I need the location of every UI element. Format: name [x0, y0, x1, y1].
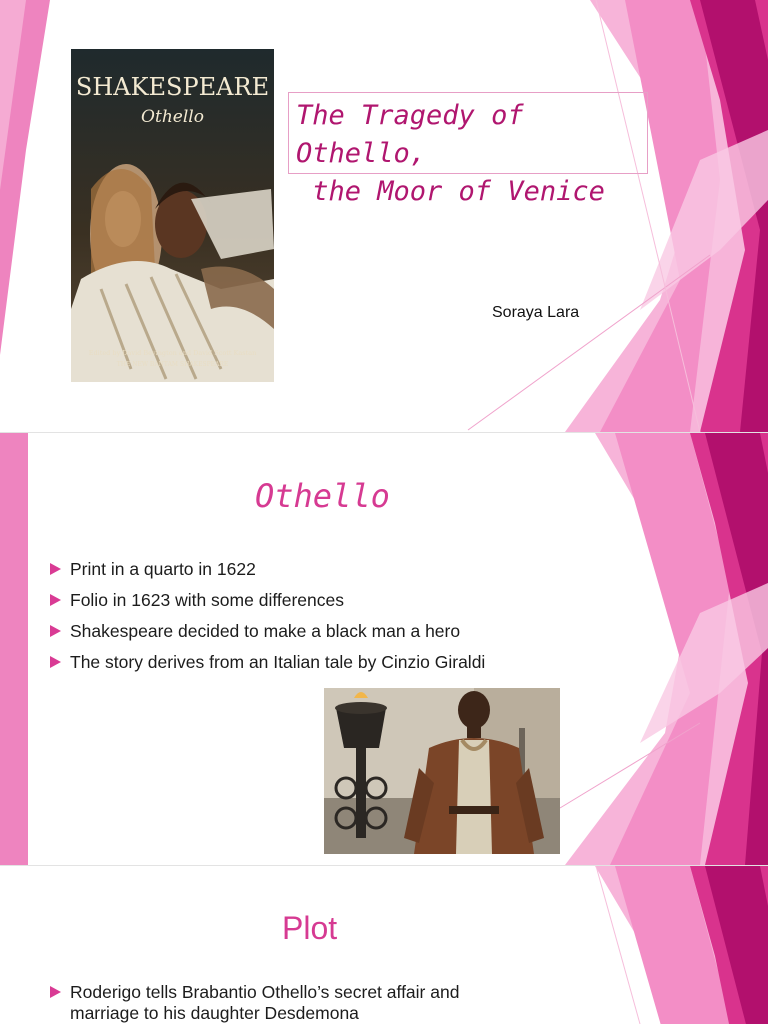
bullet-list [48, 559, 568, 683]
bullet-arrow-icon [50, 656, 61, 668]
slide-heading: Plot [282, 910, 338, 946]
cover-book-title: Othello [141, 107, 204, 127]
title-slide [0, 0, 768, 432]
actor-photo-illustration [324, 688, 560, 854]
plot-slide [0, 866, 768, 1024]
bullet-list [48, 982, 528, 1024]
title-line-1: The Tragedy of Othello, [296, 100, 524, 169]
list-item [48, 982, 528, 1024]
bullet-text: Print in a quarto in 1622 [70, 559, 256, 579]
bullet-arrow-icon [50, 625, 61, 637]
bullet-text: Roderigo tells Brabantio Othello’s secret affair and marriage to his daughter Desdemona [70, 982, 460, 1023]
actor-photo [324, 688, 560, 854]
list-item [48, 590, 568, 621]
list-item [48, 621, 568, 652]
book-cover-image [71, 49, 274, 382]
author-name: Soraya Lara [492, 304, 580, 321]
title-line-2: the Moor of Venice [296, 176, 605, 207]
bullet-arrow-icon [50, 986, 61, 998]
bullet-arrow-icon [50, 594, 61, 606]
othello-overview-slide [0, 433, 768, 865]
presentation-title [288, 92, 648, 207]
cover-editors: Edited by David Bevington and David Scott Kastan [88, 349, 257, 357]
list-item [48, 559, 568, 590]
cover-author-heading: SHAKESPEARE [75, 73, 270, 101]
slide-heading: Othello [255, 477, 390, 515]
list-item [48, 652, 568, 683]
bullet-text: Folio in 1623 with some differences [70, 590, 344, 610]
bullet-text: The story derives from an Italian tale by Cinzio Giraldi [70, 652, 486, 672]
bullet-arrow-icon [50, 563, 61, 575]
cover-series: THE NEW BANTAM SHAKESPEARE [116, 361, 229, 368]
bullet-text: Shakespeare decided to make a black man a hero [70, 621, 461, 641]
